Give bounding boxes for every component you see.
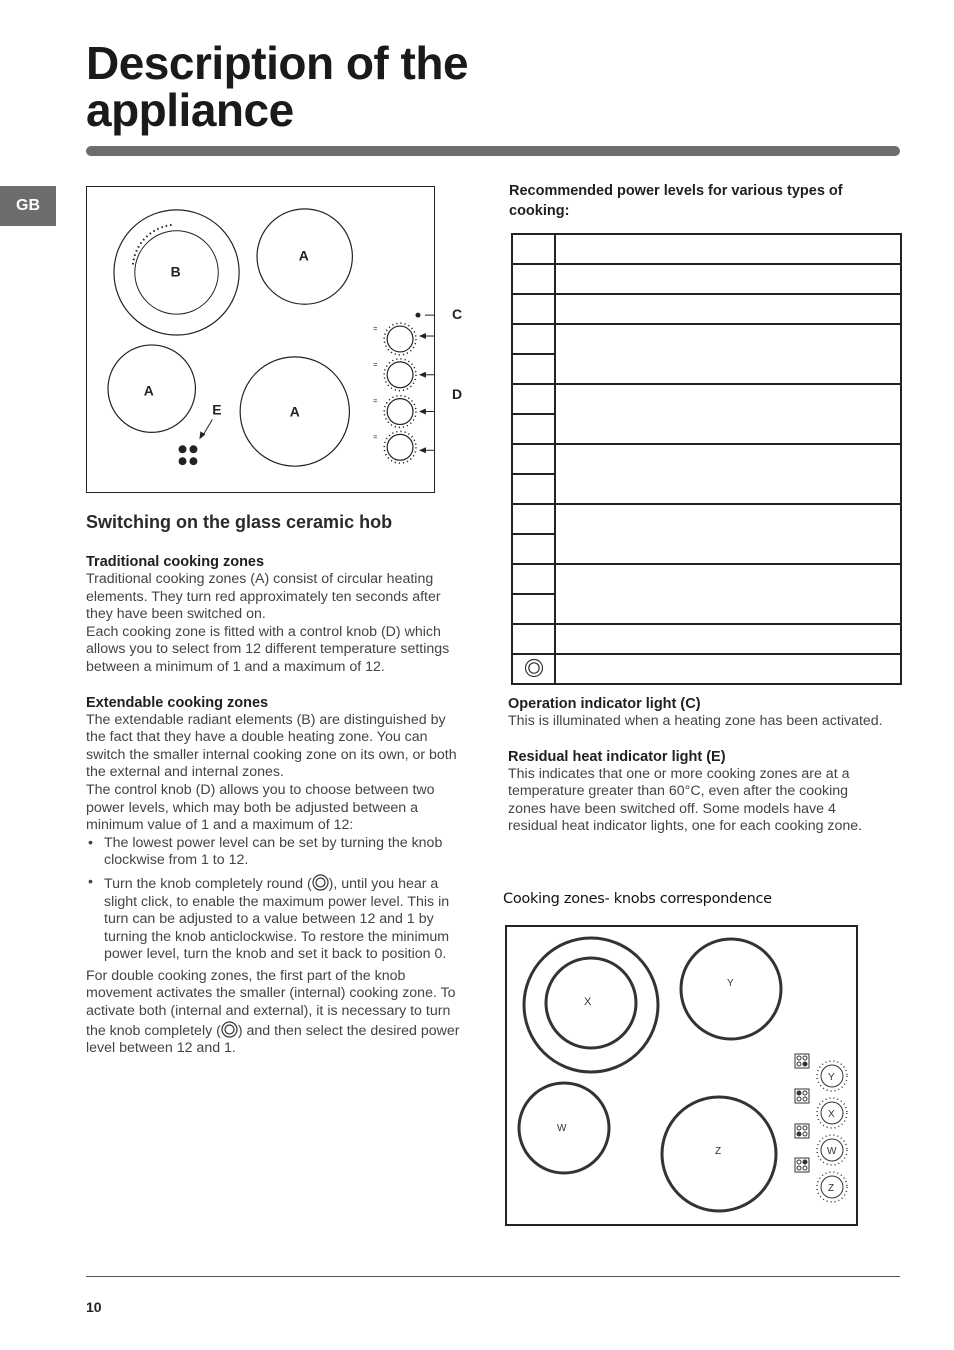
table-row	[512, 654, 901, 684]
page-title	[86, 37, 606, 136]
knob-label-3: W	[827, 1146, 837, 1157]
label-a-top: A	[298, 247, 309, 264]
table-row	[512, 444, 901, 474]
list-item	[86, 874, 466, 964]
traditional-text-1: Traditional cooking zones (A) consist of circular heating elements. They turn red approximately ten seconds after they have been switched on.	[86, 571, 441, 623]
residual-heading: Residual heat indicator light (E)	[508, 748, 726, 765]
extendable-text-3a: For double cooking zones, the first part of the knob movement activates the smaller (internal) cooking zone. To activate both (internal and external), it is necessary to turn the knob completely (	[86, 967, 456, 1039]
table-row	[512, 324, 901, 354]
extendable-heading: Extendable cooking zones	[86, 694, 269, 711]
label-d: D	[452, 386, 463, 402]
operation-text: This is illuminated when a heating zone has been activated.	[508, 713, 883, 729]
zone-w-label: W	[557, 1123, 567, 1134]
zone-b-dots	[133, 225, 173, 265]
list-item	[86, 835, 466, 870]
page-title-line-2: appliance	[86, 84, 294, 136]
svg-text:=: =	[373, 361, 378, 369]
control-knobs	[384, 323, 416, 463]
label-a-right: A	[289, 403, 300, 420]
residual-text: This indicates that one or more cooking zones are at a temperature greater than 60°C, even after the cooking zones have been switched off. Some models have 4 residual heat indicator lights, one for each cooking zone.	[508, 765, 863, 835]
power-levels-table	[511, 233, 902, 685]
zone-y-label: Y	[727, 978, 734, 989]
operation-heading: Operation indicator light (C)	[508, 696, 701, 712]
right-column	[508, 695, 888, 836]
extendable-text-1: The extendable radiant elements (B) are distinguished by the fact that they have a double heating zone. You can switch the smaller internal cooking zone on its own, or both the external and internal zones.	[86, 711, 457, 781]
zone-z-label: Z	[715, 1146, 722, 1157]
table-row	[512, 624, 901, 654]
language-tab: GB	[0, 186, 56, 226]
knob-label-4: Z	[828, 1183, 835, 1194]
section-heading: Switching on the glass ceramic hob	[86, 512, 393, 532]
full-turn-icon	[221, 1021, 238, 1038]
knob-label-1: Y	[828, 1072, 835, 1083]
traditional-text-2: Each cooking zone is fitted with a control knob (D) which allows you to select from 12 different temperature settings between a minimum of 1 and a maximum of 12.	[86, 623, 450, 675]
page-number: 10	[86, 1299, 102, 1315]
indicator-light-c	[415, 313, 420, 318]
correspondence-heading: Cooking zones- knobs correspondence	[503, 891, 772, 907]
label-b: B	[170, 263, 181, 280]
extendable-text-3b: ) and then select the desired power level between 12 and 1.	[86, 1022, 460, 1057]
full-turn-icon	[312, 874, 329, 891]
knob-symbols	[373, 326, 377, 441]
correspondence-diagram	[503, 922, 860, 1229]
full-turn-icon	[524, 658, 544, 678]
bullet-2-text-b: ), until you hear a slight click, to enable the maximum power level. This in turn can be adjusted to a value between 12 and 1 by turning the knob anticlockwise. To restore the minimum power level, turn the knob and set it back to position 0.	[104, 875, 450, 963]
label-a-left: A	[143, 382, 154, 399]
svg-text:=: =	[373, 326, 378, 334]
residual-heat-lights	[179, 445, 198, 465]
label-c: C	[452, 306, 463, 322]
extendable-text-2: The control knob (D) allows you to choose between two power levels, which may both be adjusted between a minimum value of 1 and a maximum of 12:	[86, 781, 435, 834]
table-row	[512, 384, 901, 414]
bullet-2-text-a: Turn the knob completely round (	[104, 875, 312, 892]
title-divider	[86, 146, 900, 156]
footer-divider	[86, 1276, 900, 1277]
page-title-line-1: Description of the	[86, 37, 469, 89]
svg-text:=: =	[373, 434, 378, 442]
table-row	[512, 564, 901, 594]
table-heading: Recommended power levels for various types of cooking:	[509, 183, 843, 219]
svg-text:=: =	[373, 398, 378, 406]
extendable-text-3	[86, 968, 466, 1058]
traditional-heading: Traditional cooking zones	[86, 554, 265, 570]
left-column	[86, 512, 466, 1058]
bracket-d	[425, 336, 435, 450]
zone-x-label: X	[584, 996, 592, 1008]
table-row	[512, 264, 901, 294]
knob-label-2: X	[828, 1109, 835, 1120]
table-row	[512, 294, 901, 324]
power-level-list	[86, 835, 466, 964]
label-e: E	[212, 401, 222, 418]
hob-diagram	[86, 186, 435, 493]
table-row	[512, 504, 901, 534]
table-row	[512, 234, 901, 264]
bracket-arrowheads	[419, 333, 426, 453]
bullet-1-text: The lowest power level can be set by turning the knob clockwise from 1 to 12.	[104, 834, 443, 869]
